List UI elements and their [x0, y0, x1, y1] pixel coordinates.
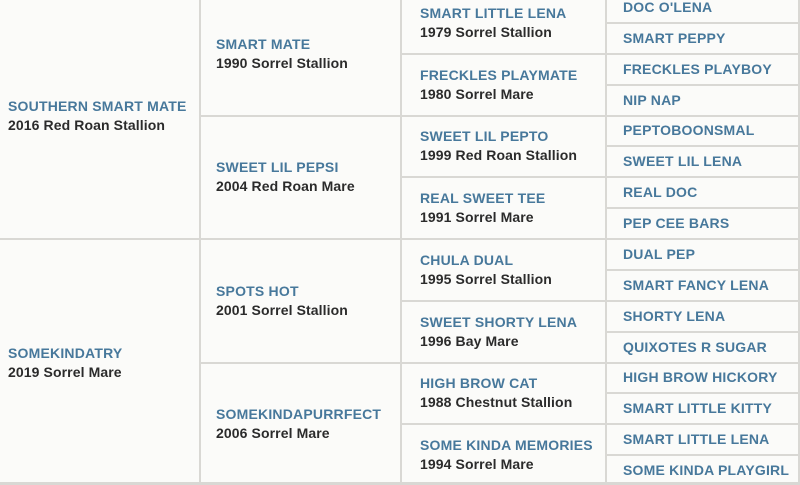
horse-name-link[interactable]: REAL DOC: [623, 184, 698, 201]
pedigree-cell: [402, 0, 607, 53]
horse-name-link[interactable]: SWEET LIL LENA: [623, 153, 743, 170]
pedigree-cell: [607, 0, 800, 22]
pedigree-cell: [607, 454, 800, 485]
horse-details: 2019 Sorrel Mare: [8, 363, 122, 380]
horse-details: 2016 Red Roan Stallion: [8, 116, 166, 133]
horse-name-link[interactable]: SMART LITTLE LENA: [420, 4, 567, 21]
horse-details: 1996 Bay Mare: [420, 332, 519, 349]
horse-name-link[interactable]: SOME KINDA MEMORIES: [420, 437, 593, 454]
pedigree-cell: [607, 22, 800, 53]
pedigree-cell: [201, 362, 402, 485]
pedigree-cell: [607, 331, 800, 362]
horse-name-link[interactable]: DUAL PEP: [623, 245, 696, 262]
pedigree-cell: [607, 392, 800, 423]
horse-name-link[interactable]: SMART LITTLE KITTY: [623, 400, 773, 417]
pedigree-cell: [607, 84, 800, 115]
horse-name-link[interactable]: SOMEKINDATRY: [8, 344, 123, 361]
pedigree-cell: [0, 238, 201, 485]
pedigree-cell: [607, 145, 800, 176]
horse-details: 1988 Chestnut Stallion: [420, 394, 573, 411]
horse-name-link[interactable]: SWEET LIL PEPSI: [216, 159, 339, 176]
horse-details: 1999 Red Roan Stallion: [420, 147, 578, 164]
horse-details: 1991 Sorrel Mare: [420, 209, 534, 226]
pedigree-cell: [402, 115, 607, 177]
horse-details: 1990 Sorrel Stallion: [216, 54, 348, 71]
pedigree-cell: [201, 238, 402, 362]
horse-details: 2001 Sorrel Stallion: [216, 301, 348, 318]
pedigree-cell: [201, 0, 402, 115]
pedigree-cell: [607, 362, 800, 393]
pedigree-cell: [201, 115, 402, 239]
horse-name-link[interactable]: REAL SWEET TEE: [420, 190, 546, 207]
horse-details: 2006 Sorrel Mare: [216, 425, 330, 442]
horse-name-link[interactable]: SMART FANCY LENA: [623, 276, 770, 293]
pedigree-cell: [402, 238, 607, 300]
horse-details: 2004 Red Roan Mare: [216, 178, 355, 195]
horse-name-link[interactable]: FRECKLES PLAYBOY: [623, 60, 772, 77]
horse-name-link[interactable]: FRECKLES PLAYMATE: [420, 66, 578, 83]
pedigree-cell: [402, 423, 607, 485]
pedigree-cell: [402, 176, 607, 238]
horse-name-link[interactable]: SWEET SHORTY LENA: [420, 313, 578, 330]
pedigree-cell: [607, 238, 800, 269]
horse-name-link[interactable]: CHULA DUAL: [420, 251, 514, 268]
horse-name-link[interactable]: SOMEKINDAPURRFECT: [216, 406, 382, 423]
horse-name-link[interactable]: DOC O'LENA: [623, 0, 713, 15]
horse-name-link[interactable]: NIP NAP: [623, 91, 681, 108]
horse-name-link[interactable]: HIGH BROW CAT: [420, 375, 538, 392]
horse-name-link[interactable]: SOUTHERN SMART MATE: [8, 97, 187, 114]
horse-name-link[interactable]: QUIXOTES R SUGAR: [623, 338, 767, 355]
horse-name-link[interactable]: SMART MATE: [216, 35, 311, 52]
horse-name-link[interactable]: SWEET LIL PEPTO: [420, 128, 549, 145]
pedigree-cell: [607, 423, 800, 454]
horse-name-link[interactable]: HIGH BROW HICKORY: [623, 369, 778, 386]
horse-details: 1994 Sorrel Mare: [420, 456, 534, 473]
horse-name-link[interactable]: SMART PEPPY: [623, 29, 726, 46]
pedigree-cell: [607, 176, 800, 207]
horse-name-link[interactable]: SPOTS HOT: [216, 282, 299, 299]
pedigree-cell: [607, 53, 800, 84]
horse-name-link[interactable]: PEP CEE BARS: [623, 215, 730, 232]
horse-details: 1995 Sorrel Stallion: [420, 270, 552, 287]
pedigree-cell: [0, 0, 201, 238]
horse-details: 1980 Sorrel Mare: [420, 85, 534, 102]
horse-name-link[interactable]: PEPTOBOONSMAL: [623, 122, 755, 139]
pedigree-cell: [607, 269, 800, 300]
pedigree-cell: [402, 362, 607, 424]
pedigree-cell: [402, 53, 607, 115]
pedigree-cell: [402, 300, 607, 362]
pedigree-cell: [607, 207, 800, 238]
horse-name-link[interactable]: SHORTY LENA: [623, 307, 726, 324]
horse-name-link[interactable]: SMART LITTLE LENA: [623, 431, 770, 448]
horse-name-link[interactable]: SOME KINDA PLAYGIRL: [623, 462, 790, 479]
horse-details: 1979 Sorrel Stallion: [420, 23, 552, 40]
pedigree-cell: [607, 115, 800, 146]
pedigree-cell: [607, 300, 800, 331]
